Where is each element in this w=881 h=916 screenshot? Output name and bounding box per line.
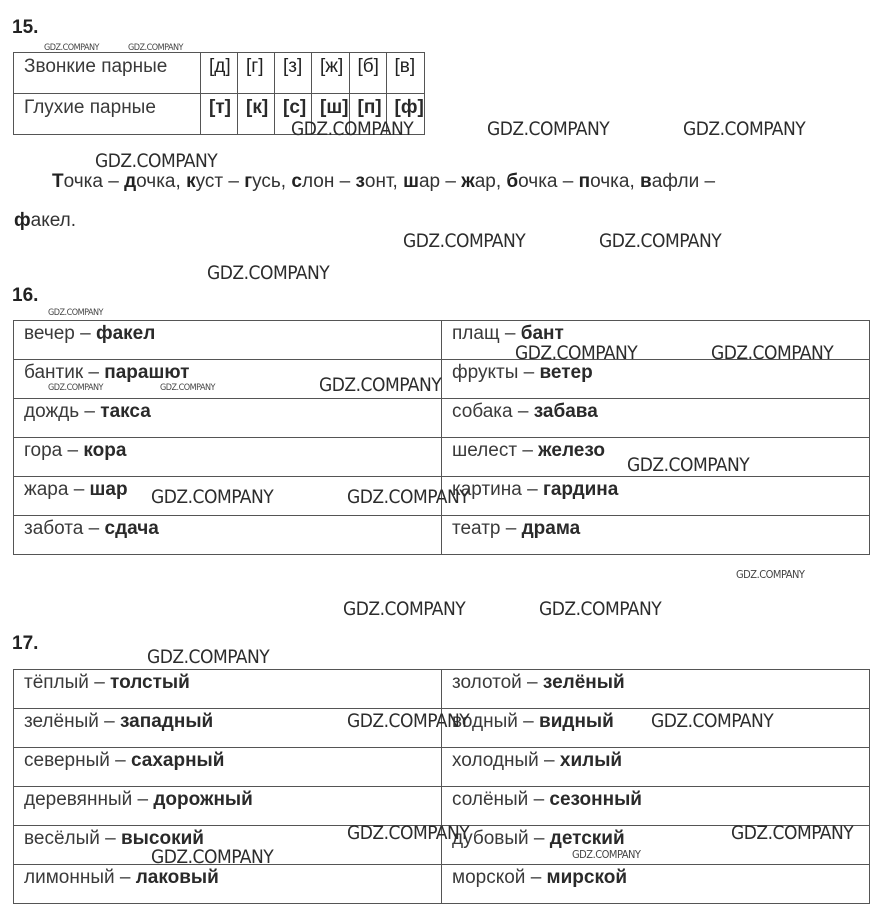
watermark: GDZ.COMPANY: [48, 308, 103, 318]
word: жар,: [461, 171, 507, 192]
watermark: GDZ.COMPANY: [572, 848, 641, 861]
watermark: GDZ.COMPANY: [291, 118, 414, 140]
word: шар –: [403, 171, 462, 192]
pair-cell: забота – сдача: [14, 516, 442, 555]
word-pairs-sentence: [52, 171, 715, 193]
table-row: [14, 748, 870, 787]
watermark: GDZ.COMPANY: [147, 646, 270, 668]
pair-cell: картина – гардина: [442, 477, 870, 516]
pair-cell: весёлый – высокий: [14, 826, 442, 865]
pair-cell: водный – видный: [442, 709, 870, 748]
watermark: GDZ.COMPANY: [683, 118, 806, 140]
word: куст –: [186, 171, 245, 192]
phoneme-cell: [б]: [349, 53, 386, 94]
pair-cell: северный – сахарный: [14, 748, 442, 787]
phoneme-cell: [ж]: [312, 53, 350, 94]
table-row: [14, 865, 870, 904]
phoneme-cell: [в]: [386, 53, 424, 94]
watermark: GDZ.COMPANY: [539, 598, 662, 620]
pair-cell: тёплый – толстый: [14, 670, 442, 709]
exercise-16-number: 16.: [12, 285, 39, 306]
watermark: GDZ.COMPANY: [151, 486, 274, 508]
word: бочка –: [506, 171, 579, 192]
watermark: GDZ.COMPANY: [651, 710, 774, 732]
watermark: GDZ.COMPANY: [128, 43, 183, 53]
voiced-row: [14, 53, 425, 94]
voiceless-label: Глухие парные: [14, 94, 201, 135]
phoneme-cell: [ш]: [312, 94, 350, 135]
pair-cell: холодный – хилый: [442, 748, 870, 787]
word: гусь,: [244, 171, 292, 192]
pair-cell: морской – мирской: [442, 865, 870, 904]
watermark: GDZ.COMPANY: [515, 342, 638, 364]
watermark: GDZ.COMPANY: [627, 454, 750, 476]
watermark: GDZ.COMPANY: [95, 150, 218, 172]
watermark: GDZ.COMPANY: [207, 262, 330, 284]
pair-cell: дождь – такса: [14, 399, 442, 438]
watermark: GDZ.COMPANY: [48, 383, 103, 393]
phoneme-cell: [к]: [238, 94, 275, 135]
watermark: GDZ.COMPANY: [403, 230, 526, 252]
phoneme-cell: [з]: [275, 53, 312, 94]
watermark: GDZ.COMPANY: [599, 230, 722, 252]
watermark: GDZ.COMPANY: [343, 598, 466, 620]
word: Точка –: [52, 171, 125, 192]
phoneme-cell: [г]: [238, 53, 275, 94]
word: дочка,: [124, 171, 187, 192]
pair-cell: лимонный – лаковый: [14, 865, 442, 904]
word: вафли –: [640, 171, 716, 192]
watermark: GDZ.COMPANY: [731, 822, 854, 844]
watermark: GDZ.COMPANY: [151, 846, 274, 868]
table-row: [14, 516, 870, 555]
word: зонт,: [355, 171, 404, 192]
pair-cell: гора – кора: [14, 438, 442, 477]
pair-cell: шелест – железо: [442, 438, 870, 477]
watermark: GDZ.COMPANY: [44, 43, 99, 53]
pair-cell: солёный – сезонный: [442, 787, 870, 826]
pair-cell: деревянный – дорожный: [14, 787, 442, 826]
exercise-17-table: [13, 669, 870, 904]
pair-cell: театр – драма: [442, 516, 870, 555]
watermark: GDZ.COMPANY: [347, 486, 470, 508]
pair-cell: жара – шар: [14, 477, 442, 516]
watermark: GDZ.COMPANY: [711, 342, 834, 364]
word-pairs-sentence-line-2: факел.: [14, 210, 77, 231]
pair-cell: фрукты – ветер: [442, 360, 870, 399]
pair-cell: бантик – парашют: [14, 360, 442, 399]
exercise-17-number: 17.: [12, 633, 39, 654]
watermark: GDZ.COMPANY: [160, 383, 215, 393]
word: слон –: [291, 171, 356, 192]
table-row: [14, 399, 870, 438]
phoneme-cell: [с]: [275, 94, 312, 135]
phoneme-cell: [т]: [201, 94, 238, 135]
pair-cell: дубовый – детский: [442, 826, 870, 865]
watermark: GDZ.COMPANY: [319, 374, 442, 396]
watermark: GDZ.COMPANY: [347, 710, 470, 732]
exercise-15-number: 15.: [12, 17, 39, 38]
watermark: GDZ.COMPANY: [487, 118, 610, 140]
phoneme-cell: [ф]: [386, 94, 424, 135]
pair-cell: плащ – бант: [442, 321, 870, 360]
pair-cell: зелёный – западный: [14, 709, 442, 748]
word: почка,: [578, 171, 641, 192]
voiced-label: Звонкие парные: [14, 53, 201, 94]
phoneme-cell: [д]: [201, 53, 238, 94]
table-row: [14, 360, 870, 399]
table-row: [14, 670, 870, 709]
watermark: GDZ.COMPANY: [736, 568, 805, 581]
phoneme-cell: [п]: [349, 94, 386, 135]
watermark: GDZ.COMPANY: [347, 822, 470, 844]
pair-cell: собака – забава: [442, 399, 870, 438]
pair-cell: золотой – зелёный: [442, 670, 870, 709]
table-row: [14, 787, 870, 826]
pair-cell: вечер – факел: [14, 321, 442, 360]
